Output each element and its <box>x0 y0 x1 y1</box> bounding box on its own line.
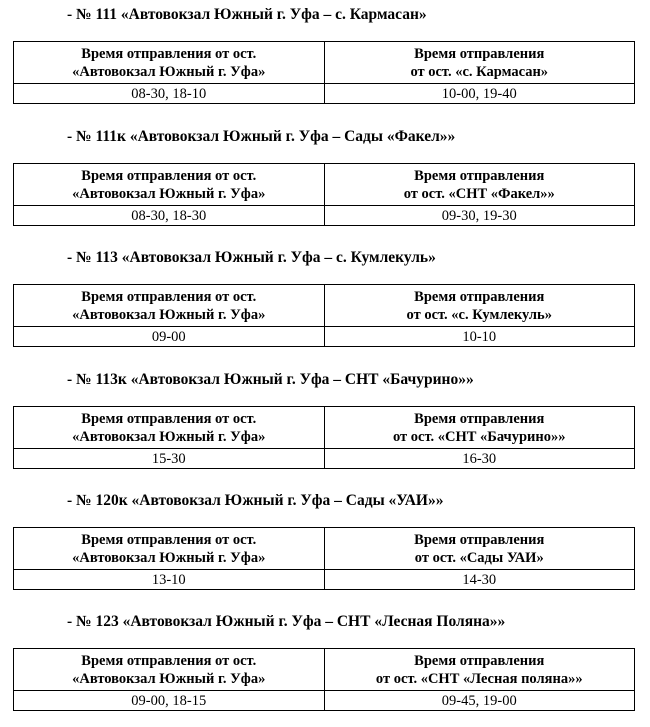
times-origin-cell: 15-30 <box>14 449 325 469</box>
table-row <box>14 570 635 590</box>
header-text: Время отправления от ост. <box>81 652 257 669</box>
table-header-row <box>14 528 635 570</box>
header-text: «Автовокзал Южный г. Уфа» <box>72 549 266 566</box>
header-cell-departure-origin <box>14 285 325 327</box>
header-cell-departure-origin <box>14 649 325 691</box>
times-destination-cell: 10-10 <box>324 327 635 347</box>
route-title: - № 120к «Автовокзал Южный г. Уфа – Сады «УАИ»» <box>67 492 444 509</box>
table-row <box>14 84 635 104</box>
header-text: от ост. «СНТ «Бачурино»» <box>392 428 566 445</box>
route-title: - № 123 «Автовокзал Южный г. Уфа – СНТ «Лесная Поляна»» <box>67 613 506 630</box>
header-text: Время отправления <box>414 652 545 669</box>
header-text: Время отправления <box>414 167 545 184</box>
times-destination-cell: 16-30 <box>324 449 635 469</box>
header-text: Время отправления <box>414 531 545 548</box>
times-origin-cell: 08-30, 18-10 <box>14 84 325 104</box>
header-text: Время отправления от ост. <box>81 288 257 305</box>
times-destination-cell: 14-30 <box>324 570 635 590</box>
table-header-row <box>14 164 635 206</box>
route-title: - № 113 «Автовокзал Южный г. Уфа – с. Кумлекуль» <box>67 249 436 266</box>
header-text: Время отправления <box>414 410 545 427</box>
times-destination-cell: 10-00, 19-40 <box>324 84 635 104</box>
header-text: «Автовокзал Южный г. Уфа» <box>72 670 266 687</box>
header-cell-departure-destination <box>324 285 635 327</box>
times-origin-cell: 09-00 <box>14 327 325 347</box>
schedule-table <box>13 163 635 226</box>
header-text: Время отправления <box>414 45 545 62</box>
header-cell-departure-destination <box>324 528 635 570</box>
schedule-table <box>13 406 635 469</box>
header-cell-departure-origin <box>14 407 325 449</box>
header-text: от ост. «СНТ «Лесная поляна»» <box>375 670 583 687</box>
header-text: Время отправления от ост. <box>81 167 257 184</box>
header-text: от ост. «СНТ «Факел»» <box>403 185 555 202</box>
times-origin-cell: 13-10 <box>14 570 325 590</box>
header-cell-departure-origin <box>14 164 325 206</box>
schedule-table <box>13 648 635 711</box>
times-origin-cell: 08-30, 18-30 <box>14 206 325 226</box>
table-header-row <box>14 285 635 327</box>
route-title: - № 111к «Автовокзал Южный г. Уфа – Сады «Факел»» <box>67 128 456 145</box>
header-text: Время отправления от ост. <box>81 45 257 62</box>
table-header-row <box>14 649 635 691</box>
times-destination-cell: 09-30, 19-30 <box>324 206 635 226</box>
header-text: от ост. «с. Кумлекуль» <box>406 306 552 323</box>
times-origin-cell: 09-00, 18-15 <box>14 691 325 711</box>
schedule-table <box>13 41 635 104</box>
table-row <box>14 449 635 469</box>
header-text: «Автовокзал Южный г. Уфа» <box>72 428 266 445</box>
header-text: Время отправления от ост. <box>81 531 257 548</box>
table-header-row <box>14 42 635 84</box>
route-title: - № 111 «Автовокзал Южный г. Уфа – с. Кармасан» <box>67 6 427 23</box>
header-cell-departure-destination <box>324 42 635 84</box>
schedule-table <box>13 284 635 347</box>
header-text: «Автовокзал Южный г. Уфа» <box>72 185 266 202</box>
header-text: от ост. «с. Кармасан» <box>410 63 549 80</box>
schedule-table <box>13 527 635 590</box>
header-cell-departure-origin <box>14 42 325 84</box>
table-row <box>14 206 635 226</box>
header-text: от ост. «Сады УАИ» <box>414 549 544 566</box>
header-cell-departure-destination <box>324 649 635 691</box>
table-header-row <box>14 407 635 449</box>
table-row <box>14 691 635 711</box>
table-row <box>14 327 635 347</box>
header-cell-departure-origin <box>14 528 325 570</box>
times-destination-cell: 09-45, 19-00 <box>324 691 635 711</box>
route-title: - № 113к «Автовокзал Южный г. Уфа – СНТ «Бачурино»» <box>67 371 474 388</box>
header-cell-departure-destination <box>324 164 635 206</box>
header-text: «Автовокзал Южный г. Уфа» <box>72 63 266 80</box>
header-text: «Автовокзал Южный г. Уфа» <box>72 306 266 323</box>
header-cell-departure-destination <box>324 407 635 449</box>
header-text: Время отправления <box>414 288 545 305</box>
header-text: Время отправления от ост. <box>81 410 257 427</box>
